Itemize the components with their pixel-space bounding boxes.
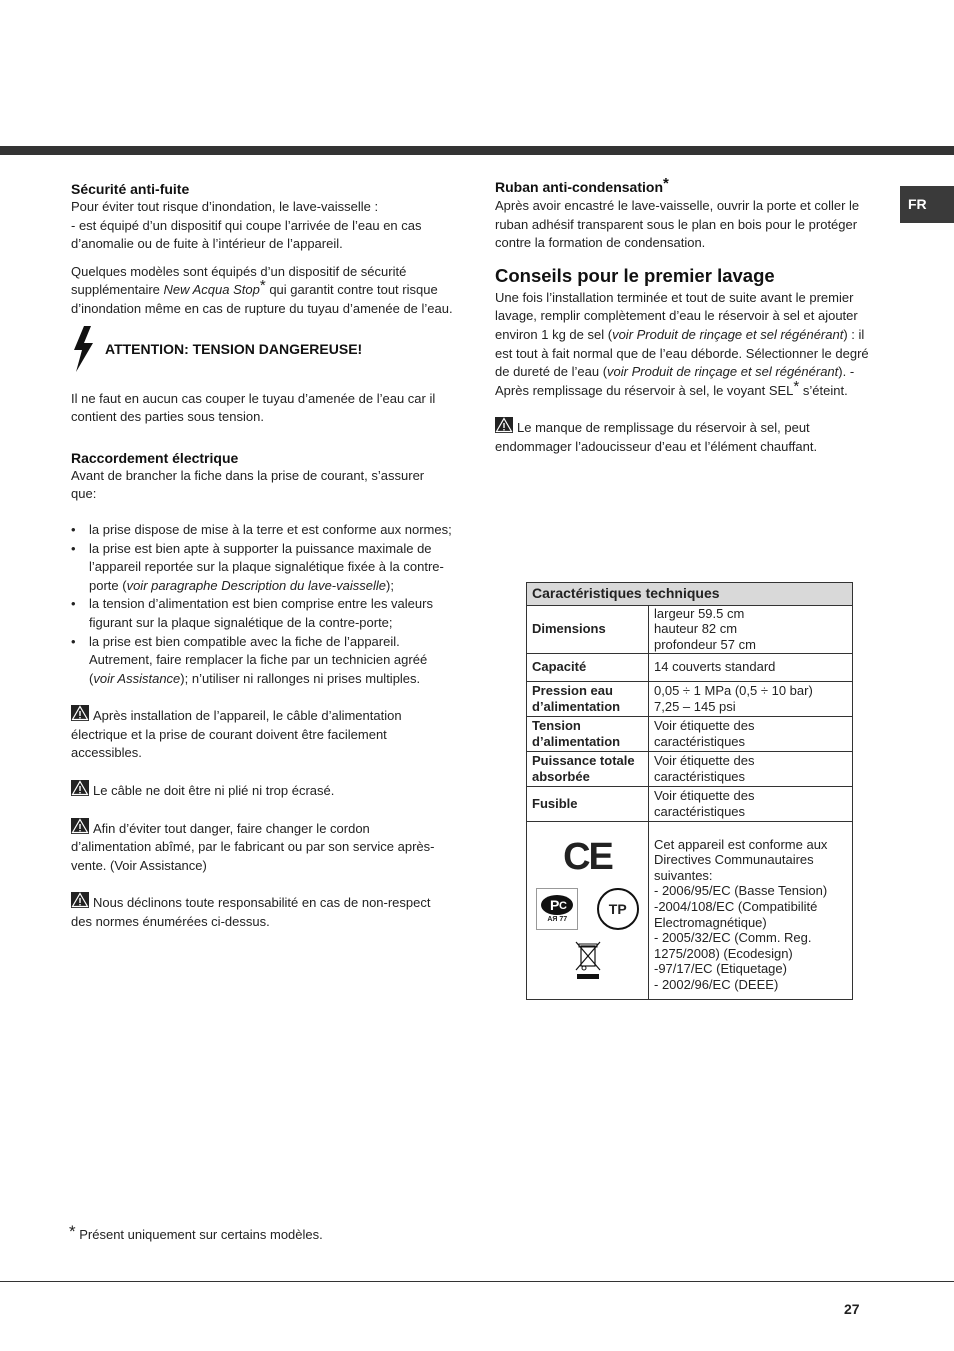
warning-triangle-icon bbox=[495, 417, 513, 433]
warning-triangle-icon bbox=[71, 705, 89, 721]
row-value: 14 couverts standard bbox=[649, 653, 853, 681]
rst-mark-icon: P C AЯ 77 bbox=[536, 888, 578, 930]
attention-block bbox=[71, 325, 453, 373]
svg-text:P: P bbox=[550, 897, 560, 914]
paragraph: Avant de brancher la fiche dans la prise de courant, s’assurer que: bbox=[71, 467, 425, 502]
paragraph: Quelques modèles sont équipés d’un dispositif de sécurité supplémentaire New Acqua Stop* qui garantit contre tout risque d’inondation même en cas de rupture du tuyau d’amenée de l’eau. bbox=[71, 263, 453, 316]
section-title-first-wash: Conseils pour le premier lavage bbox=[495, 264, 775, 286]
footnote: * Présent uniquement sur certains modèles. bbox=[69, 1222, 323, 1242]
row-label: Pression eau d’alimentation bbox=[527, 681, 649, 716]
list-item: • la prise dispose de mise à la terre et est conforme aux normes; bbox=[71, 521, 453, 540]
right-column bbox=[495, 175, 877, 457]
warning-note: Après installation de l’appareil, le câble d’alimentation électrique et la prise de courant doivent être facilement accessibles. bbox=[71, 705, 453, 763]
table-row bbox=[527, 716, 853, 751]
list-item: • la prise est bien compatible avec la fiche de l’appareil. Autrement, faire remplacer la fiche par un technicien agréé (voir Assistance); n’utiliser ni rallonges ni prises multiples. bbox=[71, 633, 453, 689]
paragraph: Une fois l’installation terminée et tout de suite avant le premier lavage, remplir complètement d’eau le réservoir à sel et ajouter environ 1 kg de sel (voir Produit de rinçage et sel régénérant) : il est tout à fait normal que de l’eau déborde. Sélectionner le degré de dureté de l’eau (voir Produit de rinçage et sel régénérant). - Après remplissage du réservoir à sel, le voyant SEL* s’éteint. bbox=[495, 289, 869, 398]
row-label: Tension d’alimentation bbox=[527, 716, 649, 751]
warning-note: Nous déclinons toute responsabilité en cas de non-respect des normes énumérées ci-dessus. bbox=[71, 892, 453, 931]
conformity-text: Cet appareil est conforme aux Directives Communautaires suivantes: - 2006/95/EC (Basse Tension) -2004/108/EC (Compatibilité Electromagnétique) - 2005/32/EC (Comm. Reg. 1275/2008) (Ecodesign) -97/17/EC (Etiquetage) - 2002/96/EC (DEEE) bbox=[649, 821, 853, 999]
technical-specs-table bbox=[526, 582, 853, 1000]
row-value: Voir étiquette des caractéristiques bbox=[649, 786, 853, 821]
requirements-list bbox=[71, 521, 453, 688]
paragraph: - est équipé d’un dispositif qui coupe l’arrivée de l’eau en cas d’anomalie ou de fuite à l’intérieur de l’appareil. bbox=[71, 217, 422, 252]
weee-bin-icon bbox=[574, 940, 602, 980]
section-title-ruban: Ruban anti-condensation* bbox=[495, 175, 669, 195]
row-label: Capacité bbox=[527, 653, 649, 681]
row-label: Fusible bbox=[527, 786, 649, 821]
row-label: Puissance totale absorbée bbox=[527, 751, 649, 786]
table-row bbox=[527, 786, 853, 821]
paragraph: Il ne faut en aucun cas couper le tuyau d’amenée de l’eau car il contient des parties sous tension. bbox=[71, 390, 436, 425]
warning-note: Le manque de remplissage du réservoir à sel, peut endommager l’adoucisseur d’eau et l’élément chauffant. bbox=[495, 417, 877, 456]
section-title-anti-leak: Sécurité anti-fuite bbox=[71, 181, 190, 197]
table-row bbox=[527, 653, 853, 681]
warning-triangle-icon bbox=[71, 892, 89, 908]
warning-note: Le câble ne doit être ni plié ni trop écrasé. bbox=[71, 780, 453, 801]
tp-mark-icon: TP bbox=[597, 888, 639, 930]
list-item: • la tension d’alimentation est bien comprise entre les valeurs figurant sur la plaque signalétique de la contre-porte; bbox=[71, 595, 453, 632]
paragraph: Pour éviter tout risque d’inondation, le lave-vaisselle : bbox=[71, 199, 379, 214]
attention-title: ATTENTION: TENSION DANGEREUSE! bbox=[105, 340, 363, 357]
warning-note: Afin d’éviter tout danger, faire changer le cordon d’alimentation abîmé, par le fabricant ou par son service après-vente. (Voir Assistance) bbox=[71, 818, 453, 876]
header-bar bbox=[0, 146, 954, 155]
row-value: Voir étiquette des caractéristiques bbox=[649, 751, 853, 786]
table-header: Caractéristiques techniques bbox=[527, 583, 853, 606]
table-row-conformity bbox=[527, 821, 853, 999]
row-value: 0,05 ÷ 1 MPa (0,5 ÷ 10 bar) 7,25 – 145 psi bbox=[649, 681, 853, 716]
warning-triangle-icon bbox=[71, 780, 89, 796]
ce-mark-icon: CE bbox=[563, 836, 612, 879]
row-value: largeur 59.5 cm hauteur 82 cm profondeur 57 cm bbox=[649, 605, 853, 653]
row-value: Voir étiquette des caractéristiques bbox=[649, 716, 853, 751]
warning-triangle-icon bbox=[71, 818, 89, 834]
section-title-electrical: Raccordement électrique bbox=[71, 449, 239, 466]
lightning-bolt-icon bbox=[71, 326, 95, 372]
certification-marks bbox=[527, 821, 649, 999]
table-row bbox=[527, 751, 853, 786]
paragraph: Après avoir encastré le lave-vaisselle, ouvrir la porte et coller le ruban adhésif transparent sous le plan en bois pour le protéger contre la formation de condensation. bbox=[495, 198, 860, 251]
list-item: • la prise est bien apte à supporter la puissance maximale de l’appareil reportée sur la plaque signalétique fixée à la contre-porte (voir paragraphe Description du lave-vaisselle); bbox=[71, 540, 453, 596]
row-label: Dimensions bbox=[527, 605, 649, 653]
left-column bbox=[71, 180, 453, 932]
table-row bbox=[527, 605, 853, 653]
svg-text:C: C bbox=[559, 900, 568, 913]
table-row bbox=[527, 681, 853, 716]
language-tab: FR bbox=[900, 186, 954, 223]
footer-rule bbox=[0, 1281, 954, 1282]
page-number: 27 bbox=[844, 1301, 860, 1317]
